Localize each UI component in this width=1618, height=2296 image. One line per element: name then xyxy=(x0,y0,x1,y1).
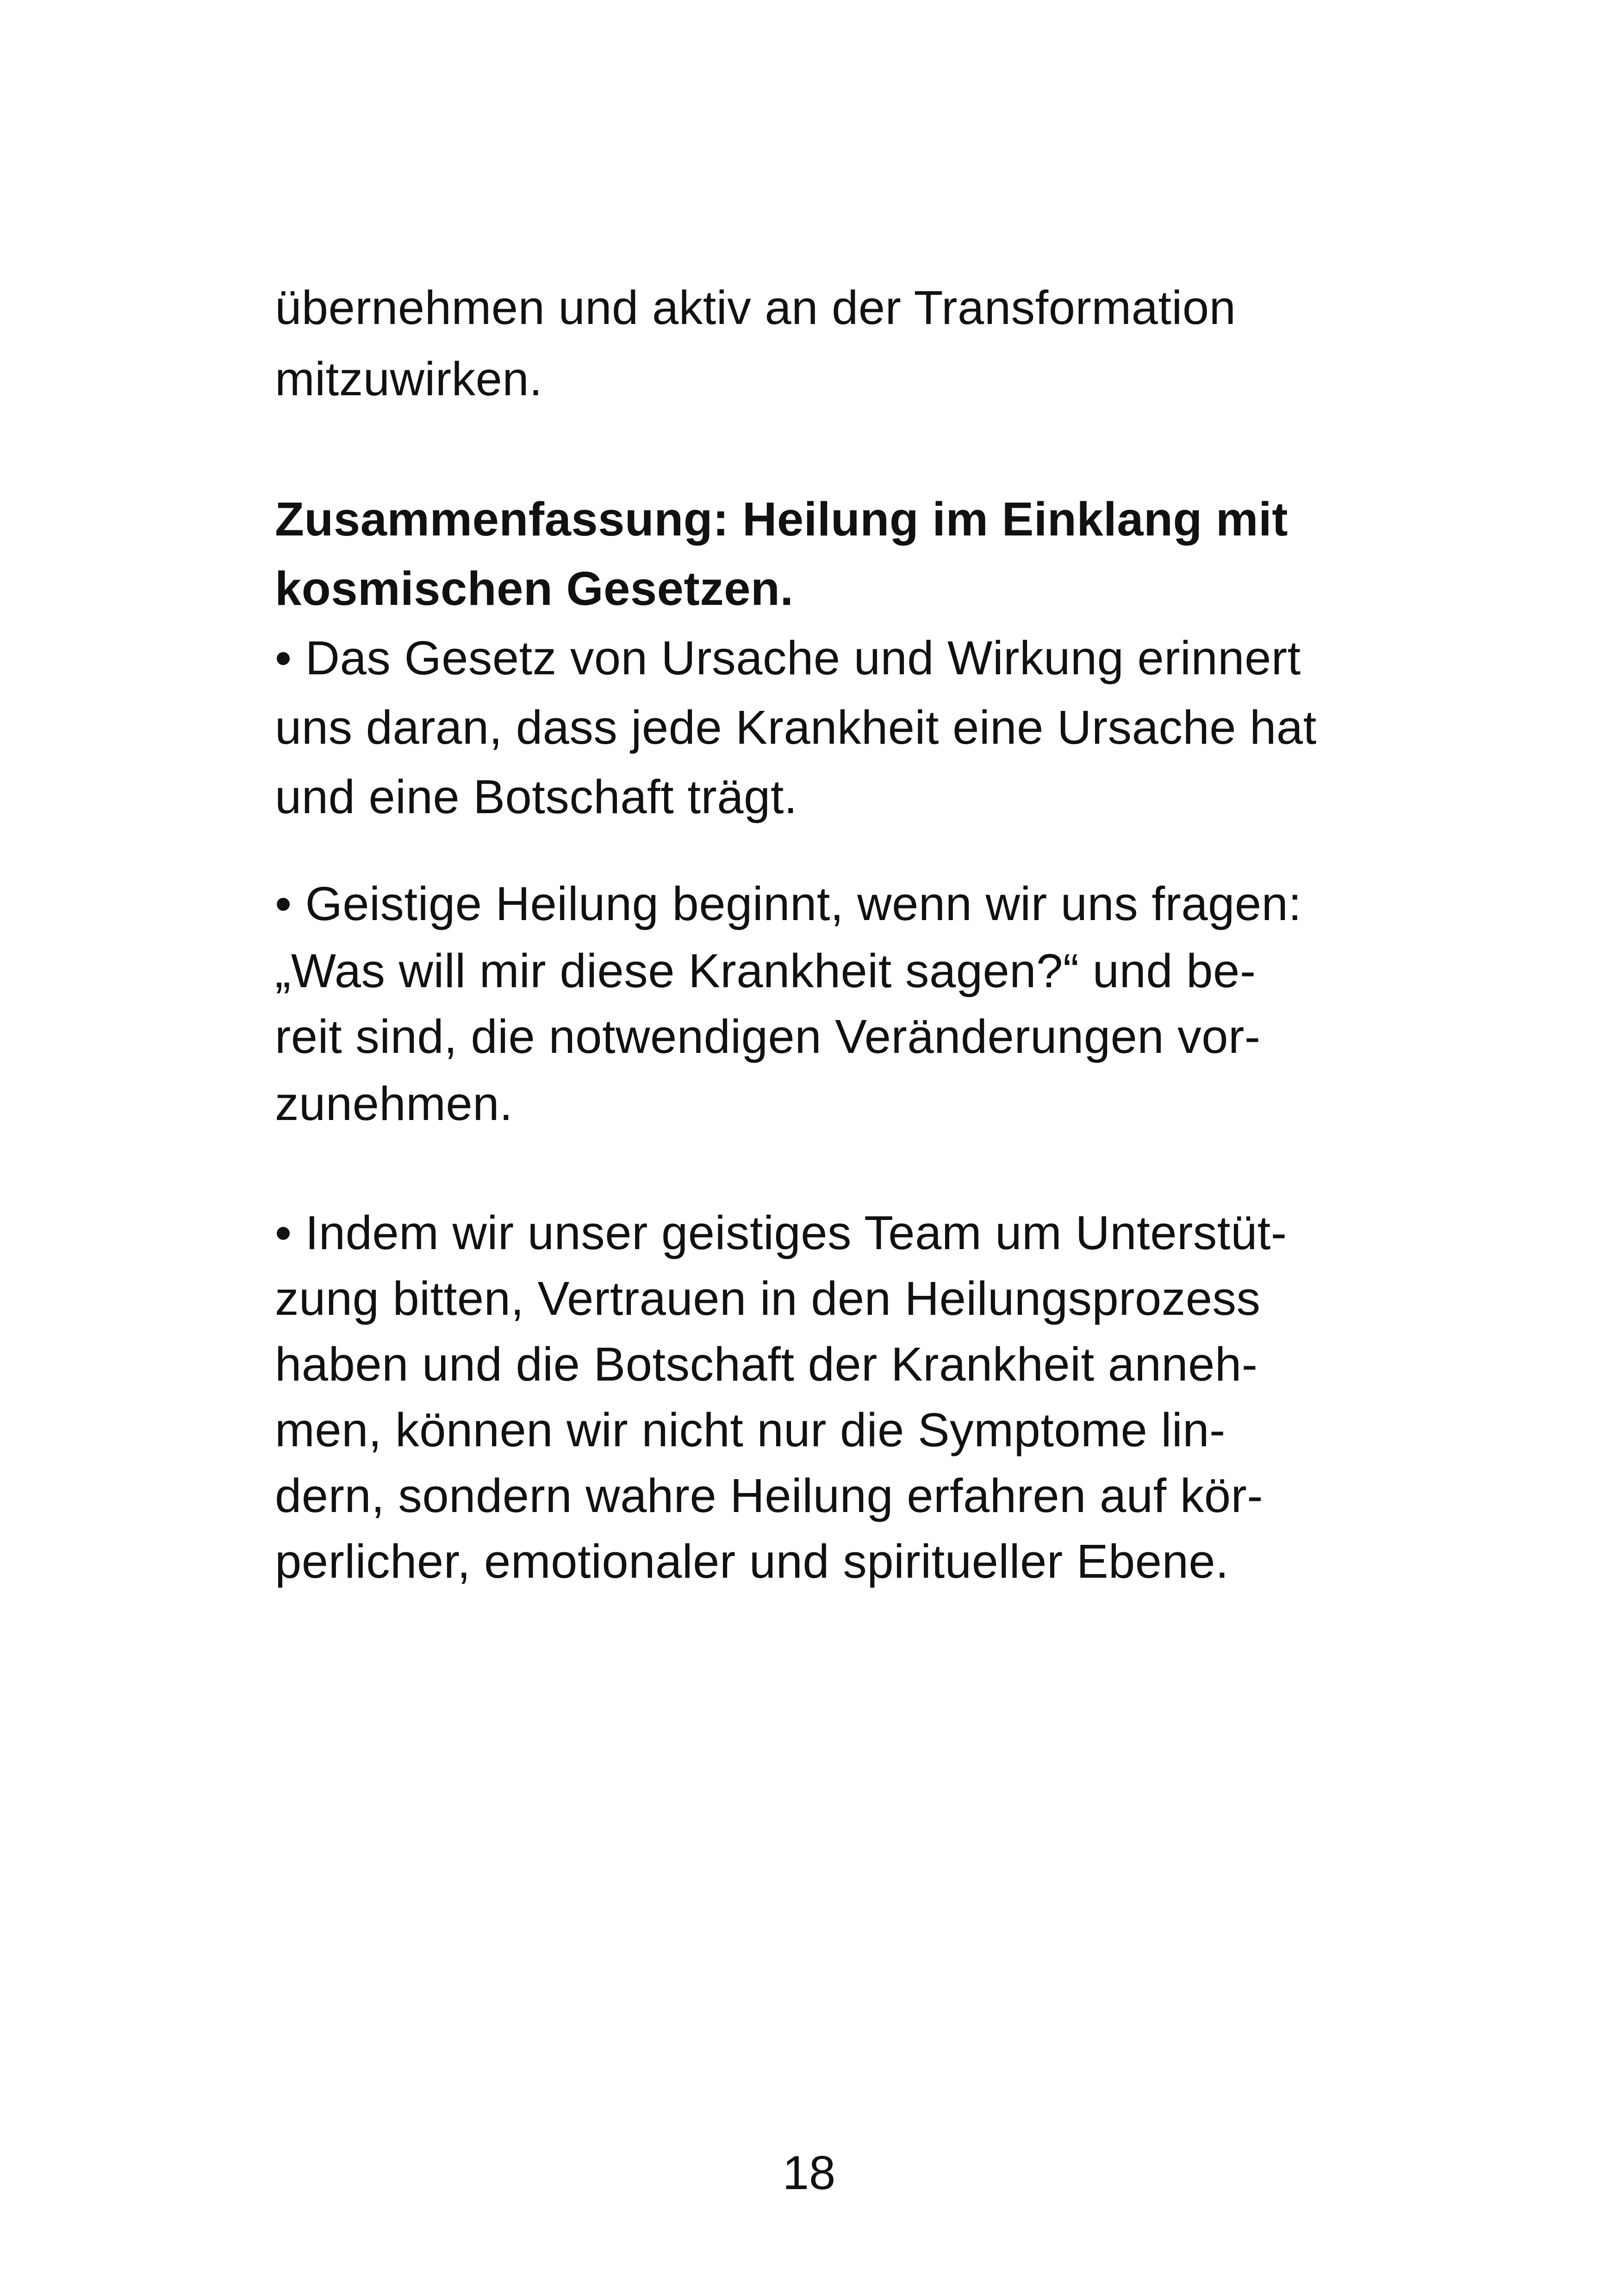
bullet-line: „Was will mir diese Krankheit sagen?“ und be- xyxy=(275,944,1256,997)
bullet-line: zung bitten, Vertrauen in den Heilungsprozess xyxy=(275,1272,1261,1325)
section-heading: kosmischen Gesetzen. xyxy=(275,562,794,615)
section-heading: Zusammenfassung: Heilung im Einklang mit xyxy=(275,492,1288,546)
intro-line: übernehmen und aktiv an der Transformation xyxy=(275,281,1236,334)
bullet-line: und eine Botschaft trägt. xyxy=(275,770,798,823)
bullet-line: dern, sondern wahre Heilung erfahren auf kör- xyxy=(275,1469,1263,1522)
bullet-line: • Geistige Heilung beginnt, wenn wir uns fragen: xyxy=(275,877,1302,930)
intro-line: mitzuwirken. xyxy=(275,352,543,405)
page-number: 18 xyxy=(782,2146,836,2199)
bullet-line: haben und die Botschaft der Krankheit anneh- xyxy=(275,1338,1258,1391)
bullet-line: men, können wir nicht nur die Symptome lin- xyxy=(275,1403,1226,1456)
bullet-line: reit sind, die notwendigen Veränderungen vor- xyxy=(275,1010,1261,1063)
bullet-line: uns daran, dass jede Krankheit eine Ursache hat xyxy=(275,701,1317,754)
bullet-line: • Das Gesetz von Ursache und Wirkung erinnert xyxy=(275,631,1301,684)
bullet-line: • Indem wir unser geistiges Team um Unterstüt- xyxy=(275,1206,1287,1259)
bullet-line: perlicher, emotionaler und spiritueller Ebene. xyxy=(275,1535,1229,1588)
bullet-line: zunehmen. xyxy=(275,1077,513,1130)
